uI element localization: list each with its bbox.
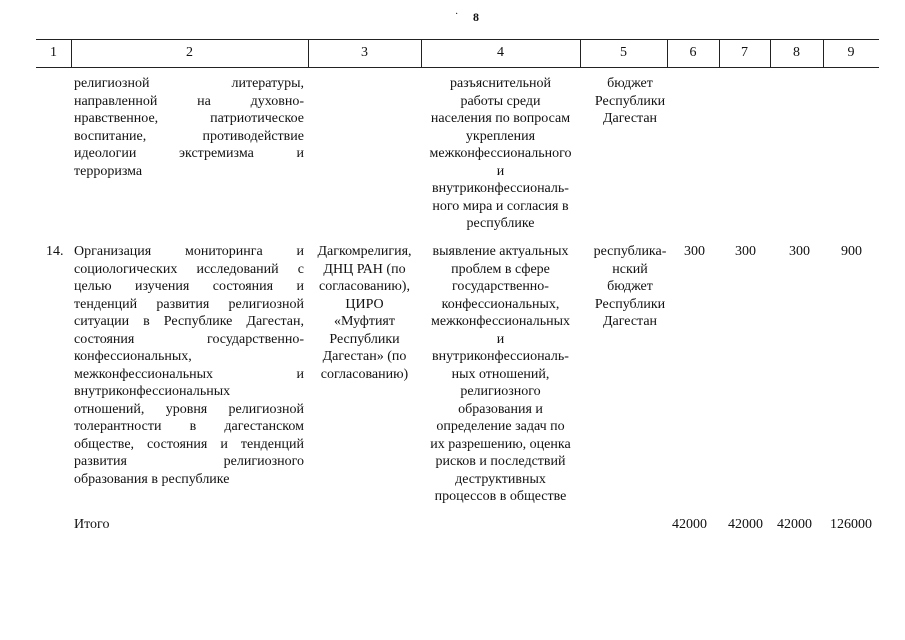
total-col8-value: 42000 bbox=[777, 517, 812, 532]
header-top-rule bbox=[36, 39, 879, 40]
header-col-4: 4 bbox=[497, 45, 504, 60]
text-word: и bbox=[296, 279, 304, 294]
text-line: «Муфтият bbox=[334, 314, 395, 329]
text-word: целью bbox=[74, 279, 112, 294]
text-word: духовно- bbox=[250, 93, 304, 109]
text-word: литературы, bbox=[231, 76, 304, 91]
header-col-9: 9 bbox=[847, 45, 855, 60]
text-word: социологических bbox=[74, 261, 178, 277]
text-line: конфессиональных, bbox=[441, 296, 560, 312]
text-line: внутриконфессиональ- bbox=[432, 181, 569, 196]
text-line: внутриконфессиональ- bbox=[432, 349, 569, 364]
text-word: тенденций bbox=[74, 296, 138, 312]
row-14-result bbox=[421, 243, 580, 506]
text-line: государственно- bbox=[452, 279, 549, 294]
text-word: с bbox=[297, 261, 304, 277]
text-line: и bbox=[496, 331, 505, 347]
text-word: и bbox=[296, 244, 304, 259]
text-word: конфессиональных, bbox=[74, 349, 192, 364]
text-line: Республики bbox=[329, 331, 400, 347]
continued-row-result bbox=[421, 75, 580, 233]
text-word: развития bbox=[74, 454, 127, 469]
text-word: и bbox=[220, 436, 228, 452]
header-col-8: 8 bbox=[793, 45, 800, 60]
text-line: межконфессиональных bbox=[431, 314, 570, 329]
text-word: в bbox=[189, 419, 197, 434]
header-col-1: 1 bbox=[50, 45, 57, 60]
row-14-executors bbox=[308, 243, 421, 383]
text-line: республике bbox=[466, 216, 535, 231]
text-line: ных отношений, bbox=[451, 366, 550, 382]
text-word: толерантности bbox=[74, 419, 162, 434]
text-word: ситуации bbox=[74, 314, 130, 329]
text-line: межконфессионального bbox=[429, 146, 572, 161]
total-col9-value: 126000 bbox=[830, 517, 872, 532]
page-dot: · bbox=[455, 9, 459, 20]
text-word: и bbox=[296, 146, 304, 161]
row-14-col7-value: 300 bbox=[735, 244, 756, 259]
text-word: состояния bbox=[74, 331, 135, 347]
text-line: Республики bbox=[594, 93, 666, 109]
text-line: населения по вопросам bbox=[430, 111, 571, 126]
text-line: разъяснительной bbox=[449, 76, 552, 91]
text-line: Дагестан» (по bbox=[322, 349, 407, 364]
text-word: развития bbox=[156, 296, 210, 312]
text-word: нравственное, bbox=[74, 111, 159, 126]
row-14-description bbox=[74, 243, 304, 488]
text-line: ЦИРО bbox=[345, 296, 384, 312]
text-line: бюджет bbox=[607, 76, 653, 91]
text-line: республика- bbox=[593, 244, 667, 259]
text-word: религиозного bbox=[223, 454, 304, 469]
text-word: состояния bbox=[212, 279, 274, 294]
text-line: проблем в сфере bbox=[451, 261, 550, 277]
header-col-2: 2 bbox=[186, 45, 193, 60]
row-14-col8-value: 300 bbox=[789, 244, 810, 259]
row-14-number: 14. bbox=[46, 244, 64, 259]
text-line: укрепления bbox=[465, 128, 536, 144]
text-line: религиозного bbox=[460, 384, 541, 399]
continued-row-description bbox=[74, 75, 304, 180]
text-line: бюджет bbox=[607, 279, 653, 294]
text-line: деструктивных bbox=[455, 471, 546, 487]
text-line: согласованию) bbox=[320, 366, 409, 382]
text-line: Дагкомрелигия, bbox=[317, 244, 412, 259]
text-word: обществе, bbox=[74, 436, 135, 452]
text-word: исследований bbox=[196, 261, 279, 277]
text-word: внутриконфессиональных bbox=[74, 384, 231, 399]
text-line: образования и bbox=[458, 401, 543, 417]
text-word: противодействие bbox=[202, 128, 304, 144]
continued-row-funding bbox=[580, 75, 680, 128]
text-word: терроризма bbox=[74, 163, 143, 179]
text-word: мониторинга bbox=[185, 244, 263, 259]
text-word: тенденций bbox=[240, 436, 304, 452]
text-line: выявление актуальных bbox=[432, 244, 569, 259]
header-col-3: 3 bbox=[361, 45, 368, 60]
row-14-funding bbox=[580, 243, 680, 331]
total-label: Итого bbox=[74, 517, 110, 532]
text-line: Дагестан bbox=[602, 111, 658, 126]
text-line: рисков и последствий bbox=[435, 454, 566, 469]
text-line: и bbox=[496, 163, 505, 179]
page-number: 8 bbox=[473, 10, 479, 24]
text-word: патриотическое bbox=[210, 111, 304, 126]
text-line: ного мира и согласия в bbox=[432, 198, 569, 214]
text-word: идеологии bbox=[74, 146, 137, 161]
text-word: состояния bbox=[147, 436, 208, 452]
header-bottom-rule bbox=[36, 67, 879, 68]
text-word: на bbox=[197, 93, 211, 109]
row-14-col6-value: 300 bbox=[684, 244, 705, 259]
text-line: Республики bbox=[594, 296, 666, 312]
text-word: и bbox=[296, 366, 304, 382]
header-col-6: 6 bbox=[689, 45, 697, 60]
text-line: нский bbox=[612, 261, 648, 277]
row-14-col9-value: 900 bbox=[841, 244, 862, 259]
text-word: религиозной bbox=[74, 76, 150, 91]
header-col-5: 5 bbox=[620, 45, 627, 60]
text-line: определение задач по bbox=[436, 419, 565, 434]
text-word: Организация bbox=[74, 244, 152, 259]
header-col-7: 7 bbox=[741, 45, 748, 60]
text-word: образования в республике bbox=[74, 471, 230, 487]
text-line: согласованию), bbox=[319, 279, 410, 294]
text-word: отношений, bbox=[74, 401, 145, 417]
text-word: государственно- bbox=[207, 331, 304, 347]
text-line: Дагестан bbox=[602, 314, 658, 329]
text-line: их разрешению, оценка bbox=[430, 436, 571, 452]
text-word: экстремизма bbox=[179, 146, 254, 161]
text-word: в bbox=[143, 314, 150, 329]
text-word: уровня bbox=[165, 401, 208, 417]
text-word: религиозной bbox=[228, 296, 304, 312]
text-word: Республике bbox=[163, 314, 233, 329]
text-word: религиозной bbox=[228, 401, 304, 417]
text-word: воспитание, bbox=[74, 128, 147, 144]
total-col6-value: 42000 bbox=[672, 517, 707, 532]
text-word: направленной bbox=[74, 93, 158, 109]
text-line: ДНЦ РАН (по bbox=[323, 261, 406, 277]
total-col7-value: 42000 bbox=[728, 517, 763, 532]
text-word: дагестанском bbox=[224, 419, 304, 434]
text-line: процессов в обществе bbox=[434, 489, 567, 504]
text-word: межконфессиональных bbox=[74, 366, 213, 382]
text-line: работы среди bbox=[460, 93, 541, 109]
text-word: Дагестан, bbox=[246, 314, 304, 329]
text-word: изучения bbox=[134, 279, 190, 294]
